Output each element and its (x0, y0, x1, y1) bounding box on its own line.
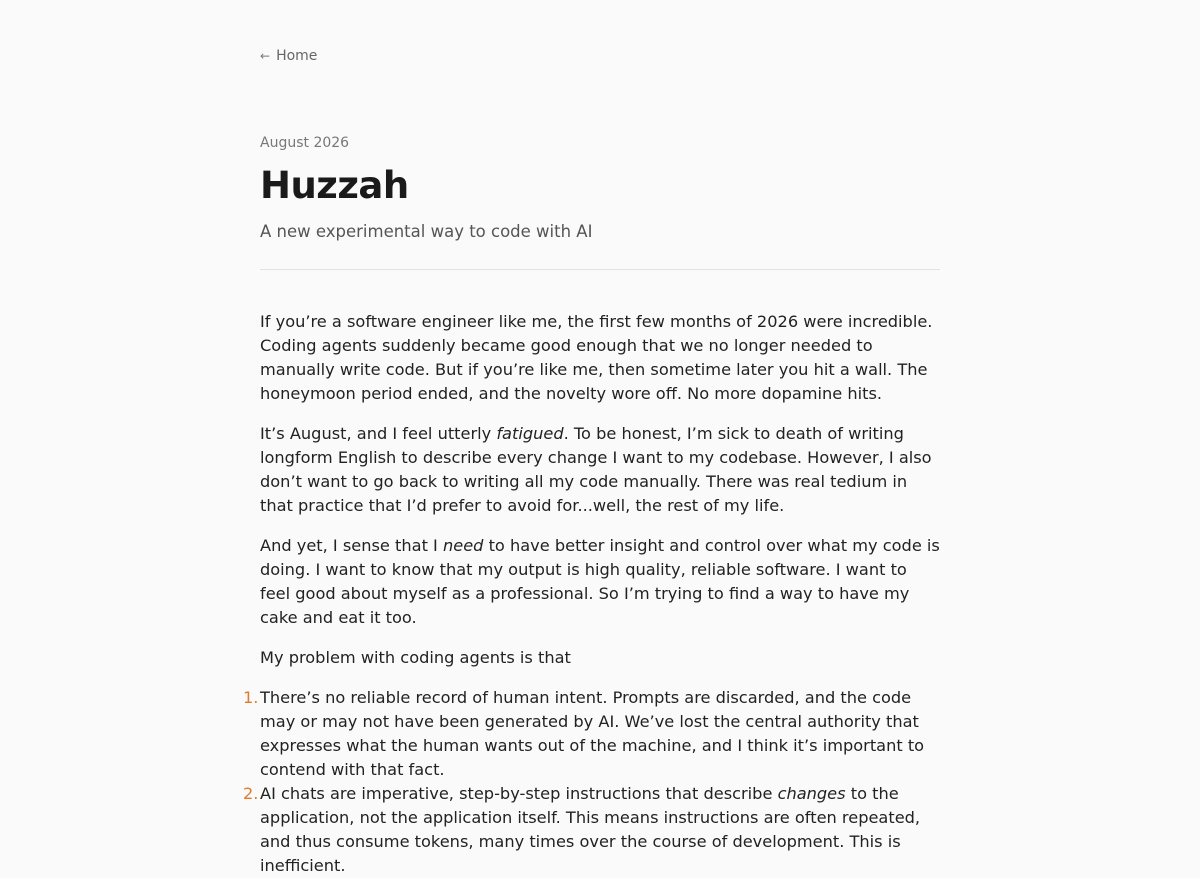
list-item-text: There’s no reliable record of human intent. Prompts are discarded, and the code may or may not have been generated by AI. We’ve lost the central authority that expresses what the human wants out of the machine, and I think it’s important to contend with that fact. (260, 688, 925, 779)
paragraph-2-text-a: It’s August, and I feel utterly (260, 424, 497, 443)
emphasis-need: need (442, 536, 484, 555)
home-link-label: Home (276, 48, 318, 64)
page-subtitle: A new experimental way to code with AI (260, 222, 593, 241)
paragraph-3 (260, 534, 940, 630)
problem-list (243, 686, 940, 878)
back-arrow-icon: ← (260, 49, 271, 63)
article-body (243, 310, 940, 878)
paragraph-3-text-a: And yet, I sense that I (260, 536, 443, 555)
home-link[interactable] (260, 48, 317, 64)
paragraph-1: If you’re a software engineer like me, the first few months of 2026 were incredible. Coding agents suddenly became good enough that we no longer needed to manually write code. But if you’re like me, then sometime later you hit a wall. The honeymoon period ended, and the novelty wore off. No more dopamine hits. (260, 312, 933, 403)
list-item (243, 686, 940, 782)
list-number: 2. (243, 784, 259, 803)
list-number: 1. (243, 688, 259, 707)
divider (260, 269, 940, 270)
list-item-text-b: to the application, not the application itself. This means instructions are often repeated, and thus consume tokens, many times over the course of development. This is inefficient. (260, 784, 921, 875)
paragraph-2-text-b: . To be honest, I’m sick to death of writing longform English to describe every change I want to my codebase. However, I also don’t want to go back to writing all my code manually. There was real tedium in that practice that I’d prefer to avoid for...well, the rest of my life. (260, 424, 932, 515)
emphasis-changes: changes (777, 784, 846, 803)
emphasis-fatigued: fatigued (496, 424, 564, 443)
paragraph-2 (260, 422, 940, 518)
list-item-text-a: AI chats are imperative, step-by-step instructions that describe (260, 784, 778, 803)
paragraph-3-text-b: to have better insight and control over what my code is doing. I want to know that my output is high quality, reliable software. I want to feel good about myself as a professional. So I’m trying to find a way to have my cake and eat it too. (260, 536, 940, 627)
paragraph-4: My problem with coding agents is that (260, 648, 571, 667)
list-item (243, 782, 940, 878)
page-title: Huzzah (260, 164, 409, 207)
post-date: August 2026 (260, 135, 350, 151)
